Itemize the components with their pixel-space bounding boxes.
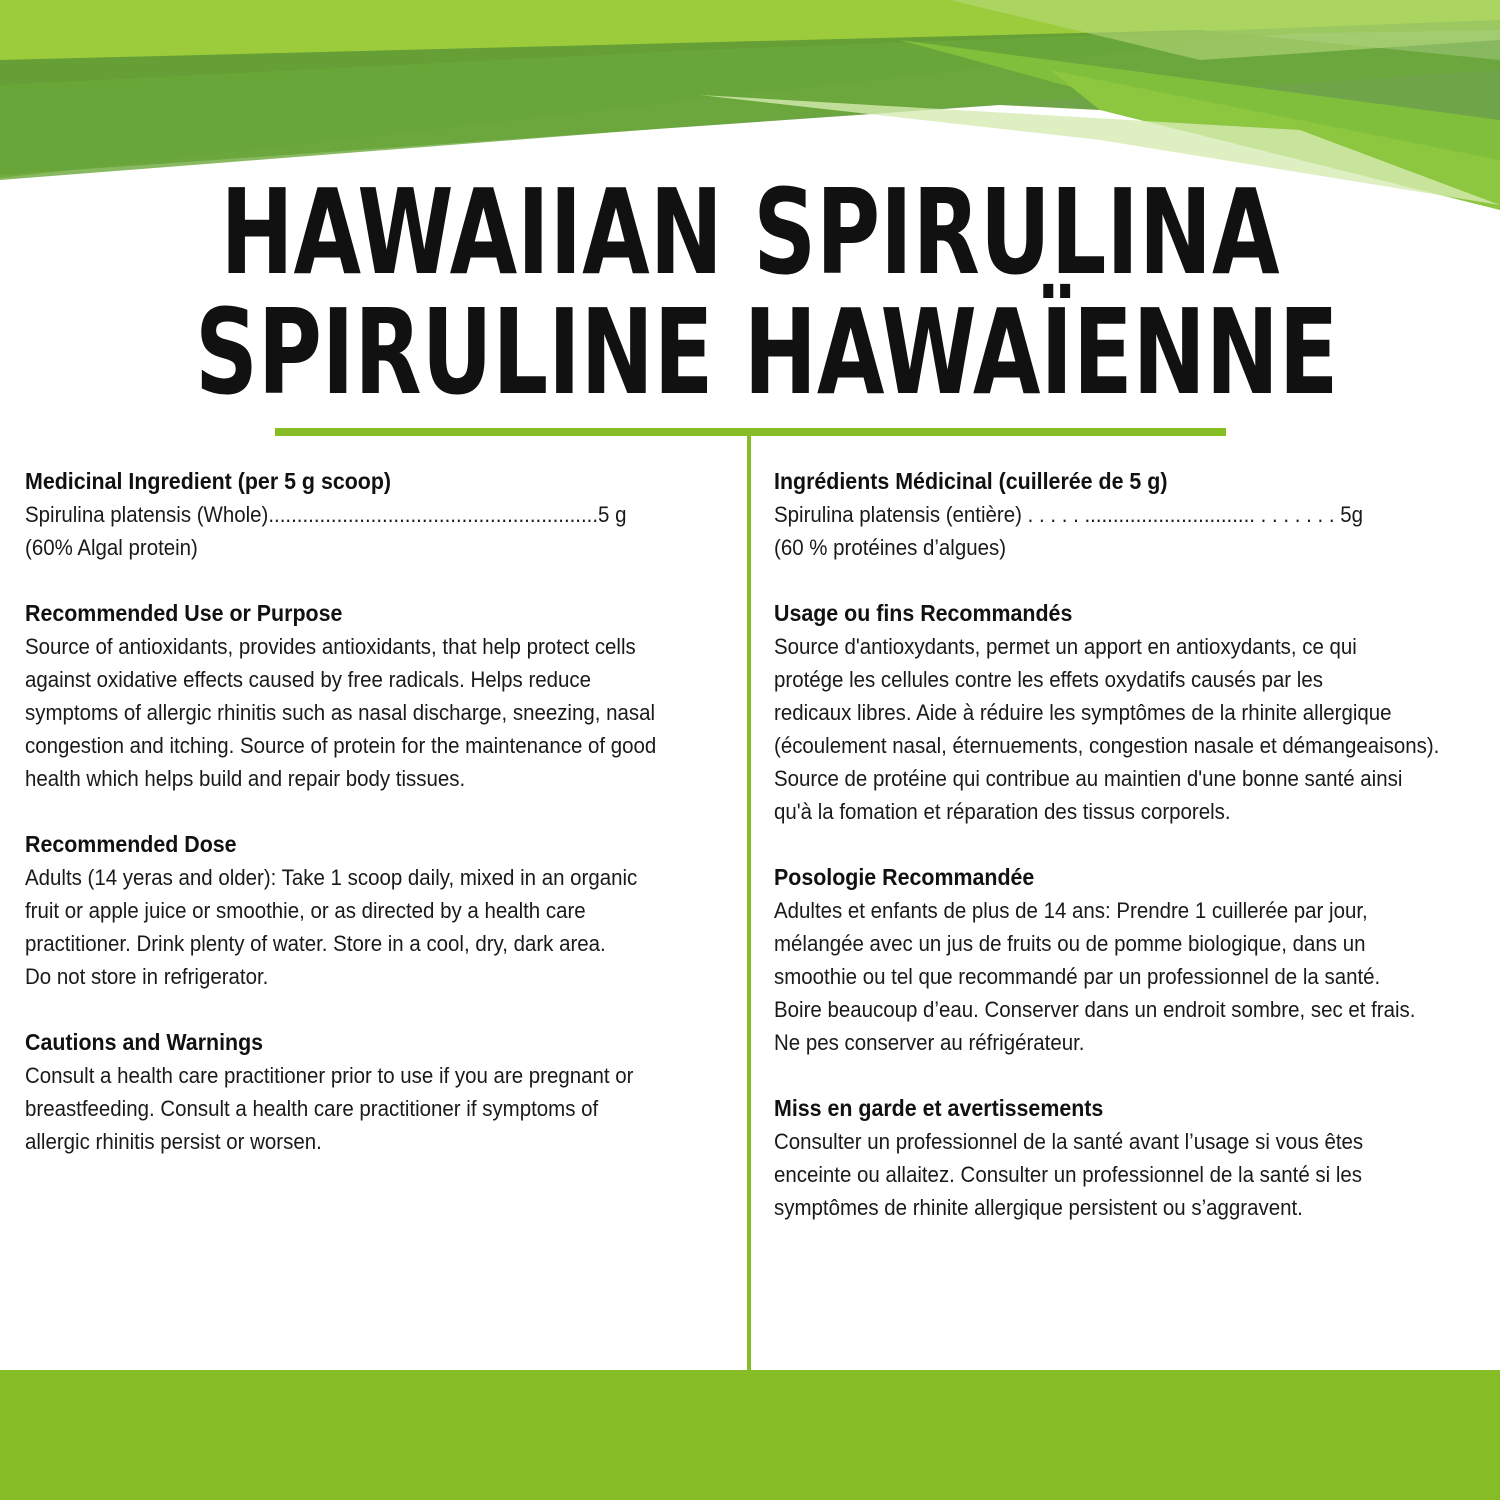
section-heading: Usage ou fins Recommandés [774, 600, 1073, 626]
section-heading: Medicinal Ingredient (per 5 g scoop) [25, 468, 392, 494]
text-line: protége les cellules contre les effets oxydatifs causés par les [774, 667, 1323, 692]
section-body [25, 498, 725, 564]
text-line: enceinte ou allaitez. Consulter un professionnel de la santé si les [774, 1162, 1363, 1187]
text-line: breastfeeding. Consult a health care practitioner if symptoms of [25, 1096, 599, 1121]
section-heading: Miss en garde et avertissements [774, 1095, 1104, 1121]
section-body [774, 894, 1490, 1059]
text-line: health which helps build and repair body tissues. [25, 766, 466, 791]
section-heading: Ingrédients Médicinal (cuillerée de 5 g) [774, 468, 1168, 494]
text-line: Source d'antioxydants, permet un apport en antioxydants, ce qui [774, 634, 1357, 659]
text-line: Source de protéine qui contribue au maintien d'une bonne santé ainsi [774, 766, 1403, 791]
title-french: SPIRULINE HAWAÏENNE [195, 283, 1339, 421]
text-line: fruit or apple juice or smoothie, or as directed by a health care [25, 898, 586, 923]
section-body [774, 498, 1490, 564]
section-heading: Recommended Use or Purpose [25, 600, 343, 626]
section-heading: Cautions and Warnings [25, 1029, 264, 1055]
text-line: allergic rhinitis persist or worsen. [25, 1129, 322, 1154]
cautions-section [25, 1026, 725, 1158]
medicinal-ingredient-section [25, 465, 725, 564]
title-divider [275, 428, 1226, 436]
text-line: qu'à la fomation et réparation des tissus corporels. [774, 799, 1231, 824]
english-column [25, 465, 725, 1191]
text-line: congestion and itching. Source of protein for the maintenance of good [25, 733, 657, 758]
section-heading: Posologie Recommandée [774, 864, 1035, 890]
text-line: (écoulement nasal, éternuements, congestion nasale et démangeaisons). [774, 733, 1440, 758]
text-line: Consulter un professionnel de la santé avant l’usage si vous êtes [774, 1129, 1364, 1154]
section-body [774, 630, 1490, 828]
recommended-use-section-fr [774, 597, 1490, 828]
text-line: Source of antioxidants, provides antioxidants, that help protect cells [25, 634, 636, 659]
section-body [25, 630, 725, 795]
text-line: Ne pes conserver au réfrigérateur. [774, 1030, 1085, 1055]
recommended-use-section [25, 597, 725, 795]
text-line: mélangée avec un jus de fruits ou de pomme biologique, dans un [774, 931, 1366, 956]
cautions-section-fr [774, 1092, 1490, 1224]
section-body [25, 1059, 725, 1158]
green-footer-bar [0, 1370, 1500, 1500]
text-line: practitioner. Drink plenty of water. Store in a cool, dry, dark area. [25, 931, 606, 956]
text-line: against oxidative effects caused by free radicals. Helps reduce [25, 667, 592, 692]
text-line: redicaux libres. Aide à réduire les symptômes de la rhinite allergique [774, 700, 1392, 725]
section-body [25, 861, 725, 993]
text-line: Adults (14 yeras and older): Take 1 scoop daily, mixed in an organic [25, 865, 638, 890]
text-line: smoothie ou tel que recommandé par un professionnel de la santé. [774, 964, 1381, 989]
title-english: HAWAIIAN SPIRULINA [220, 163, 1280, 301]
text-line: symptômes de rhinite allergique persistent ou s’aggravent. [774, 1195, 1303, 1220]
recommended-dose-section-fr [774, 861, 1490, 1059]
french-column [774, 465, 1490, 1257]
text-line: Spirulina platensis (entière) . . . . . .............................. . . . . . . . 5g [774, 502, 1364, 527]
column-divider [747, 436, 751, 1370]
text-line: symptoms of allergic rhinitis such as nasal discharge, sneezing, nasal [25, 700, 656, 725]
text-line: Do not store in refrigerator. [25, 964, 269, 989]
text-line: Boire beaucoup d’eau. Conserver dans un endroit sombre, sec et frais. [774, 997, 1416, 1022]
text-line: Adultes et enfants de plus de 14 ans: Prendre 1 cuillerée par jour, [774, 898, 1368, 923]
text-line: Spirulina platensis (Whole)..........................................................5 g [25, 502, 627, 527]
medicinal-ingredient-section-fr [774, 465, 1490, 564]
section-heading: Recommended Dose [25, 831, 237, 857]
text-line: (60 % protéines d’algues) [774, 535, 1007, 560]
text-line: Consult a health care practitioner prior to use if you are pregnant or [25, 1063, 634, 1088]
text-line: (60% Algal protein) [25, 535, 198, 560]
section-body [774, 1125, 1490, 1224]
recommended-dose-section [25, 828, 725, 993]
